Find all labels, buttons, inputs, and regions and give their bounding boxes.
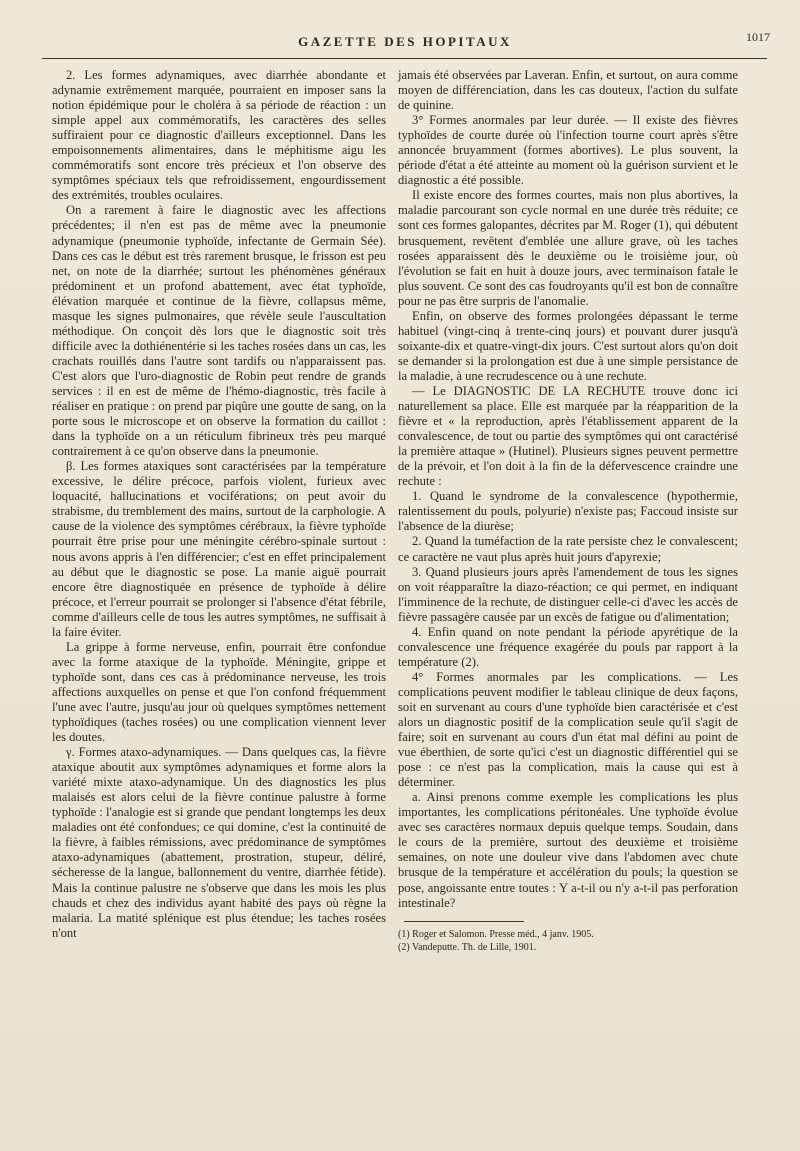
paragraph-formes-adynamiques: 2. Les formes adynamiques, avec diarrhée abondante et adynamie extrêmement marquée, pourraient en imposer sans la notion épidémique pour le choléra à sa période de réaction : un simple appel aux commémoratifs, les caractères des selles suffiraient pour ce diagnostic d'ailleurs exceptionnel. Dans les empoisonnements alimentaires, dans le méphitisme aigu les commémoratifs sont encore très précieux et l'on observe des symptômes spéciaux tels que refroidissement, engourdissement des extrémités, troubles oculaires. (52, 68, 386, 203)
journal-title: GAZETTE DES HOPITAUX (298, 34, 512, 49)
footnote-1: (1) Roger et Salomon. Presse méd., 4 janv. 1905. (398, 928, 594, 940)
list-item-rechute-2: 2. Quand la tuméfaction de la rate persiste chez le convalescent; ce caractère ne vaut plus après huit jours d'apyrexie; (398, 534, 738, 564)
paragraph-diagnostic-rechute: — Le DIAGNOSTIC DE LA RECHUTE trouve donc ici naturellement sa place. Elle est marquée par la réapparition de la fièvre et « la reproduction, après l'établissement apparent de la convalescence, de tout ou partie des symptômes qui ont caractérisé la première attaque » (Hutinel). Plusieurs signes peuvent permettre de la prévoir, et l'on doit à la fin de la défervescence craindre une rechute : (398, 383, 738, 489)
paragraph-formes-ataxo-adynamiques: γ. Formes ataxo-adynamiques. — Dans quelques cas, la fièvre ataxique aboutit aux symptômes adynamiques et forme alors la variété mixte ataxo-adynamique. Un des diagnostics les plus malaisés est alors celui de la fièvre continue palustre à forme typhoïde : l'analogie est si grande que pendant longtemps les deux maladies ont été confondues; ce qui domine, c'est la continuité de la fièvre, à faibles rémissions, avec prédominance de symptômes ataxo-adynamiques (abattement, prostration, stupeur, déliré, sécheresse de la langue, ballonnement du ventre, diarrhée fétide). Mais la continue palustre ne s'observe que dans les mois les plus chauds et chez des individus ayant habité des pays où règne la malaria. La matité splénique est plus étendue; les taches rosées n'ont (52, 745, 386, 940)
paragraph-complications-peritoneales: a. Ainsi prenons comme exemple les complications les plus importantes, les complications péritonéales. Une typhoïde évolue avec ses caractères normaux depuis quelque temps. Soudain, dans le cours de la première, surtout des deuxième et troisième semaines, on note une douleur vive dans l'abdomen avec chute brusque de la température et accélération du pouls; la question se pose, angoissante entre toutes : Y a-t-il ou n'y a-t-il pas perforation intestinale? (398, 790, 738, 910)
paragraph-formes-galopantes: Il existe encore des formes courtes, mais non plus abortives, la maladie parcourant son cycle normal en une durée très réduite; ce sont ces formes galopantes, décrites par M. Roger (1), qui débutent brusquement, revêtent d'emblée une allure grave, où les taches rosées apparaissent dès le deuxième ou le troisième jour, où l'évolution se fait en huit à douze jours, avec terminaison fatale le plus souvent. Ce sont des cas foudroyants qu'il est bon de connaître pour ne pas être surpris de l'anomalie. (398, 188, 738, 308)
list-item-rechute-4: 4. Enfin quand on note pendant la période apyrétique de la convalescence une fréquence exagérée du pouls par rapport à la température (2). (398, 624, 738, 669)
header-rule (42, 58, 767, 59)
right-column (398, 68, 738, 954)
page-header (40, 30, 770, 54)
list-item-rechute-3: 3. Quand plusieurs jours après l'amendement de tous les signes on voit réapparaître la diazo-réaction; ce qui permet, en indiquant l'imminence de la rechute, de distinguer celle-ci d'avec les accès de fièvre passagère causée par un excès de fatigue ou d'alimentation; (398, 564, 738, 624)
paragraph-formes-anormales-duree: 3° Formes anormales par leur durée. — Il existe des fièvres typhoïdes de courte durée où l'infection tourne court après s'être annoncée bruyamment (formes abortives). Le plus souvent, la période d'état a été atteinte au moment où la guérison survient et le diagnostic a été possible. (398, 113, 738, 188)
paragraph-formes-prolongees: Enfin, on observe des formes prolongées dépassant le terme habituel (vingt-cinq à trente-cinq jours) et pouvant durer jusqu'à soixante-dix et quatre-vingt-dix jours. C'est surtout alors qu'on doit se demander si la prolongation est due à une simple persistance de la maladie, à une recrudescence ou à une rechute. (398, 308, 738, 383)
footnote-rule (404, 921, 524, 922)
footnote-2: (2) Vandeputte. Th. de Lille, 1901. (398, 941, 537, 953)
paragraph-pneumonie-adynamique: On a rarement à faire le diagnostic avec les affections précédentes; il n'en est pas de même avec la pneumonie adynamique (pneumonie typhoïde, infectante de Germain Sée). Dans ces cas le début est très rarement brusque, le frisson est peu net, on note de la diarrhée; surtout les phénomènes généraux prédominent et un profond abattement, avec état typhoïde, élévation marquée et continue de la fièvre, collapsus même, masque les signes pulmonaires, que révèle seule l'auscultation méthodique. On conçoit dès lors que le diagnostic soit très difficile avec la dothiénentérie si les taches rosées dans un cas, les crachats rouillés dans l'autre sont tardifs ou n'apparaissent pas. C'est alors que l'uro-diagnostic de Robin peut rendre de grands services : il en est de même de l'hémo-diagnostic, très facile à réaliser en pratique : on prend par piqûre une goutte de sang, on la porte sous le microscope et on observe la formation du caillot : dans la typhoïde on a un réticulum fibrineux très peu marqué contrairement à ce qu'on observe dans la pneumonie. (52, 203, 386, 459)
paragraph-laveran: jamais été observées par Laveran. Enfin, et surtout, on aura comme moyen de différenciation, dans les cas douteux, l'action du sulfate de quinine. (398, 68, 738, 113)
list-item-rechute-1: 1. Quand le syndrome de la convalescence (hypothermie, ralentissement du pouls, polyurie) n'existe pas; Faccoud insiste sur l'absence de la diurèse; (398, 489, 738, 534)
paragraph-grippe-forme-nerveuse: La grippe à forme nerveuse, enfin, pourrait être confondue avec la forme ataxique de la typhoïde. Méningite, grippe et typhoïde sont, dans ces cas à prédominance nerveuse, les trois affections auxquelles on pense et que l'on confond fréquemment l'une avec l'autre, jusqu'au jour où quelques symptômes nettement typhoïdiques (taches rosées) ou une complication viennent lever les doutes. (52, 639, 386, 745)
page-number: 1017 (746, 30, 770, 44)
left-column (52, 68, 386, 941)
paragraph-complications: 4° Formes anormales par les complications. — Les complications peuvent modifier le tableau clinique de deux façons, soit en survenant au cours d'une typhoïde bien caractérisée et c'est alors un diagnostic positif de la complication seule qu'il s'agit de faire; soit en survenant au cours d'un état mal défini au point de vue éberthien, de sorte qu'ici c'est un diagnostic différentiel qui se pose : ce n'est pas la complication, mais la cause qui est à déterminer. (398, 669, 738, 790)
paragraph-formes-ataxiques: β. Les formes ataxiques sont caractérisées par la température excessive, le délire précoce, parfois violent, furieux avec loquacité, hallucinations et vociférations; on peut avoir du strabisme, du tremblement des mains, surtout de la carphologie. A cause de la violence des symptômes cérébraux, la fièvre typhoïde pourrait être prise pour une méningite cérébro-spinale surtout : nous avons appris à l'en différencier; c'est en effet principalement au début que le diagnostic se pose. La manie aiguë pourrait encore être diagnostiquée en présence de typhoïde à délire précoce, et l'erreur pourrait se prolonger si l'absence d'état fébrile, comme d'ailleurs celle de tous les autres symptômes, ne suffisait à la faire éviter. (52, 459, 386, 639)
